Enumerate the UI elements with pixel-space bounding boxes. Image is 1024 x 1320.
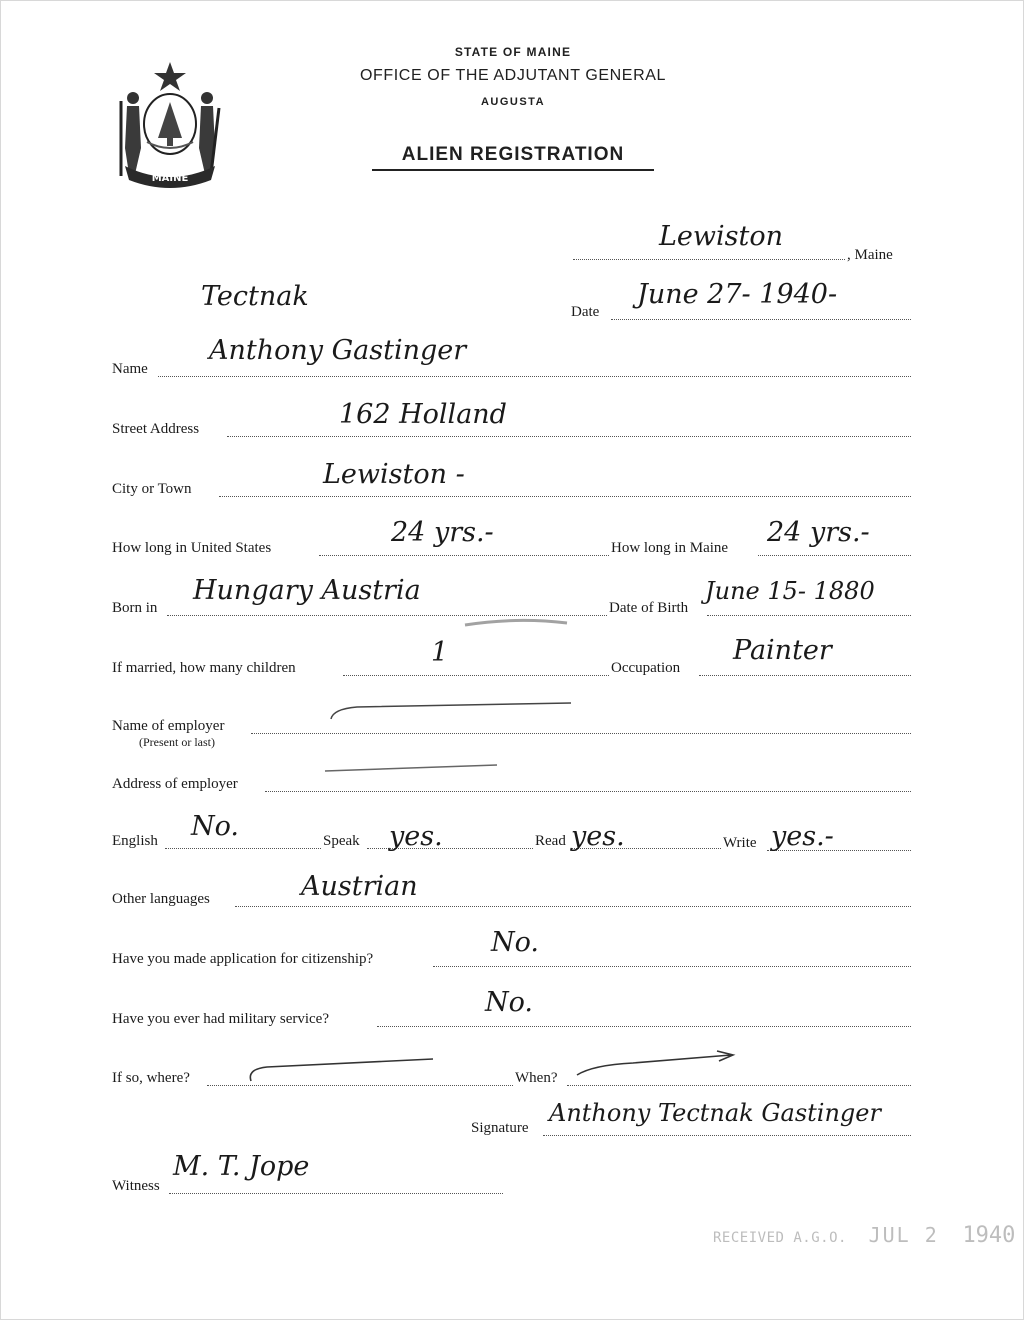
military-label: Have you ever had military service? <box>112 1011 329 1027</box>
place-value: Lewiston <box>659 221 784 252</box>
occupation-label: Occupation <box>611 660 681 676</box>
witness-line <box>169 1193 503 1194</box>
signature-line <box>543 1135 911 1136</box>
read-label: Read <box>535 833 566 849</box>
other-languages-value: Austrian <box>301 871 418 902</box>
name-label: Name <box>112 361 148 377</box>
alt-name-value: Tectnak <box>201 281 309 312</box>
date-label: Date <box>571 304 600 320</box>
header-state: STATE OF MAINE <box>454 45 572 59</box>
military-line <box>377 1026 911 1027</box>
where-dash-stroke <box>245 1053 437 1087</box>
maine-years-label: How long in Maine <box>611 540 729 556</box>
children-value: 1 <box>431 637 449 668</box>
employer-dash-stroke <box>327 699 577 729</box>
born-in-value: Hungary Austria <box>193 575 421 606</box>
name-value: Anthony Gastinger <box>209 335 467 366</box>
employer-label: Name of employer <box>112 718 225 734</box>
english-line <box>165 848 321 849</box>
place-suffix: , Maine <box>847 247 893 263</box>
stamp-date: JUL 2 <box>868 1223 939 1247</box>
born-in-underline-stroke <box>461 613 571 633</box>
city-line <box>219 496 911 497</box>
maine-years-value: 24 yrs.- <box>767 517 870 548</box>
speak-value: yes. <box>389 821 443 852</box>
header-office: OFFICE OF THE ADJUTANT GENERAL <box>359 67 667 84</box>
birth-date-label: Date of Birth <box>609 600 689 616</box>
occupation-line <box>699 675 911 676</box>
signature-label: Signature <box>471 1120 529 1136</box>
employer-address-dash-stroke <box>321 759 501 779</box>
english-label: English <box>112 833 158 849</box>
employer-address-label: Address of employer <box>112 776 238 792</box>
occupation-value: Painter <box>733 635 832 666</box>
header-city: AUGUSTA <box>480 96 546 108</box>
read-value: yes. <box>571 821 625 852</box>
write-value: yes.- <box>771 821 834 852</box>
city-value: Lewiston - <box>323 459 465 490</box>
street-label: Street Address <box>112 421 200 437</box>
witness-label: Witness <box>112 1178 160 1194</box>
citizenship-label: Have you made application for citizenship? <box>112 951 374 967</box>
signature-value: Anthony Tectnak Gastinger <box>549 1099 881 1127</box>
stamp-received-text: RECEIVED A.G.O. <box>713 1230 847 1246</box>
date-value: June 27- 1940- <box>637 279 838 310</box>
date-line <box>611 319 911 320</box>
employer-address-line <box>265 791 911 792</box>
birth-date-line <box>707 615 911 616</box>
street-line <box>227 436 911 437</box>
city-label: City or Town <box>112 481 192 497</box>
form-title: ALIEN REGISTRATION <box>401 144 625 165</box>
english-value: No. <box>191 811 239 842</box>
us-years-line <box>319 555 609 556</box>
street-value: 162 Holland <box>339 399 507 430</box>
us-years-value: 24 yrs.- <box>391 517 494 548</box>
received-stamp <box>713 1223 1015 1248</box>
us-years-label: How long in United States <box>112 540 272 556</box>
other-languages-line <box>235 906 911 907</box>
citizenship-line <box>433 966 911 967</box>
military-value: No. <box>485 987 533 1018</box>
speak-label: Speak <box>323 833 360 849</box>
name-line <box>158 376 911 377</box>
place-line <box>573 259 845 260</box>
when-label: When? <box>515 1070 558 1086</box>
when-line <box>567 1085 911 1086</box>
children-line <box>343 675 609 676</box>
children-label: If married, how many children <box>112 660 296 676</box>
witness-value: M. T. Jope <box>173 1151 310 1182</box>
employer-sublabel: (Present or last) <box>139 735 215 749</box>
citizenship-value: No. <box>491 927 539 958</box>
maine-years-line <box>758 555 911 556</box>
other-languages-label: Other languages <box>112 891 210 907</box>
where-label: If so, where? <box>112 1070 190 1086</box>
birth-date-value: June 15- 1880 <box>705 577 875 605</box>
born-in-label: Born in <box>112 600 158 616</box>
write-label: Write <box>723 835 757 851</box>
svg-text:MAINE: MAINE <box>151 173 189 184</box>
title-underline <box>372 169 654 171</box>
stamp-year: 1940 <box>962 1223 1016 1248</box>
when-dash-stroke <box>573 1049 739 1079</box>
employer-line <box>251 733 911 734</box>
